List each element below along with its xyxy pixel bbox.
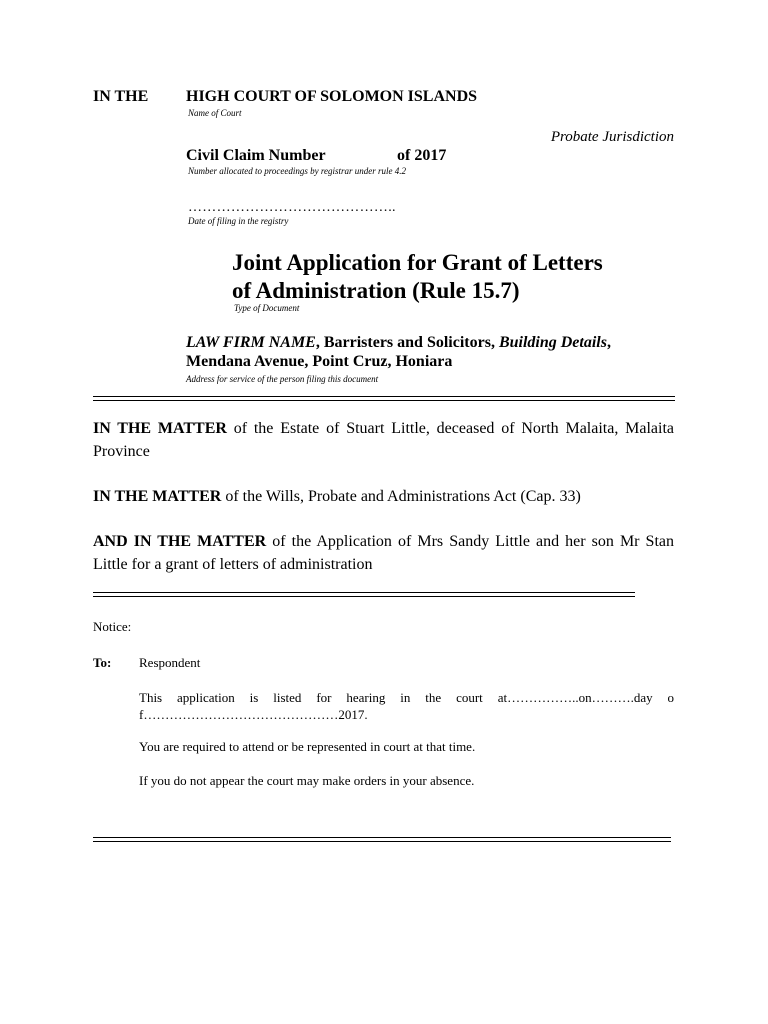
claim-number-caption: Number allocated to proceedings by registrar under rule 4.2 — [188, 166, 407, 176]
document-title-line2: of Administration (Rule 15.7) — [232, 278, 520, 303]
jurisdiction: Probate Jurisdiction — [550, 129, 674, 145]
court-name: HIGH COURT OF SOLOMON ISLANDS — [186, 88, 478, 105]
divider-top-2 — [93, 400, 675, 401]
matter-estate — [93, 417, 674, 463]
address-line1 — [186, 334, 611, 352]
court-name-caption: Name of Court — [188, 108, 242, 118]
building-details: Building Details — [498, 334, 607, 351]
divider-top-1 — [93, 396, 675, 397]
to-value: Respondent — [139, 655, 201, 670]
in-the-label: IN THE — [93, 88, 149, 105]
divider-middle-1 — [93, 592, 635, 593]
matter-application-lead: AND IN THE MATTER — [93, 533, 267, 550]
claim-number-label: Civil Claim Number — [186, 147, 326, 164]
firm-descriptor: , Barristers and Solicitors, — [315, 334, 499, 351]
matter-application — [93, 530, 674, 576]
attend-notice: You are required to attend or be represented in court at that time. — [139, 739, 476, 754]
divider-bottom-2 — [93, 841, 671, 842]
matter-act — [93, 485, 674, 508]
matter-act-text: of the Wills, Probate and Administrations Act (Cap. 33) — [221, 488, 581, 505]
firm-comma: , — [606, 334, 611, 351]
to-label: To: — [93, 655, 112, 670]
filing-date-placeholder: …………………………………….. — [188, 200, 396, 215]
divider-middle-2 — [93, 596, 635, 597]
matter-application-text: of the Application of Mrs Sandy Little and her son Mr Stan Little for a grant of letters of administration — [93, 533, 675, 573]
notice-label: Notice: — [93, 619, 132, 634]
address-line2: Mendana Avenue, Point Cruz, Honiara — [186, 353, 453, 370]
matter-estate-lead: IN THE MATTER — [93, 420, 227, 437]
claim-year: of 2017 — [397, 147, 447, 164]
filing-date-caption: Date of filing in the registry — [188, 216, 289, 226]
absence-notice: If you do not appear the court may make orders in your absence. — [139, 773, 475, 788]
matter-act-lead: IN THE MATTER — [93, 488, 222, 505]
hearing-notice: This application is listed for hearing in the court at……………..on……….day of………………………………………2017. — [139, 690, 674, 722]
firm-name: LAW FIRM NAME — [186, 334, 316, 351]
address-caption: Address for service of the person filing this document — [186, 374, 379, 384]
document-title-line1: Joint Application for Grant of Letters — [232, 250, 603, 275]
matter-estate-text: of the Estate of Stuart Little, deceased of North Malaita, Malaita Province — [93, 420, 674, 460]
document-type-caption: Type of Document — [234, 303, 300, 313]
divider-bottom-1 — [93, 837, 671, 838]
